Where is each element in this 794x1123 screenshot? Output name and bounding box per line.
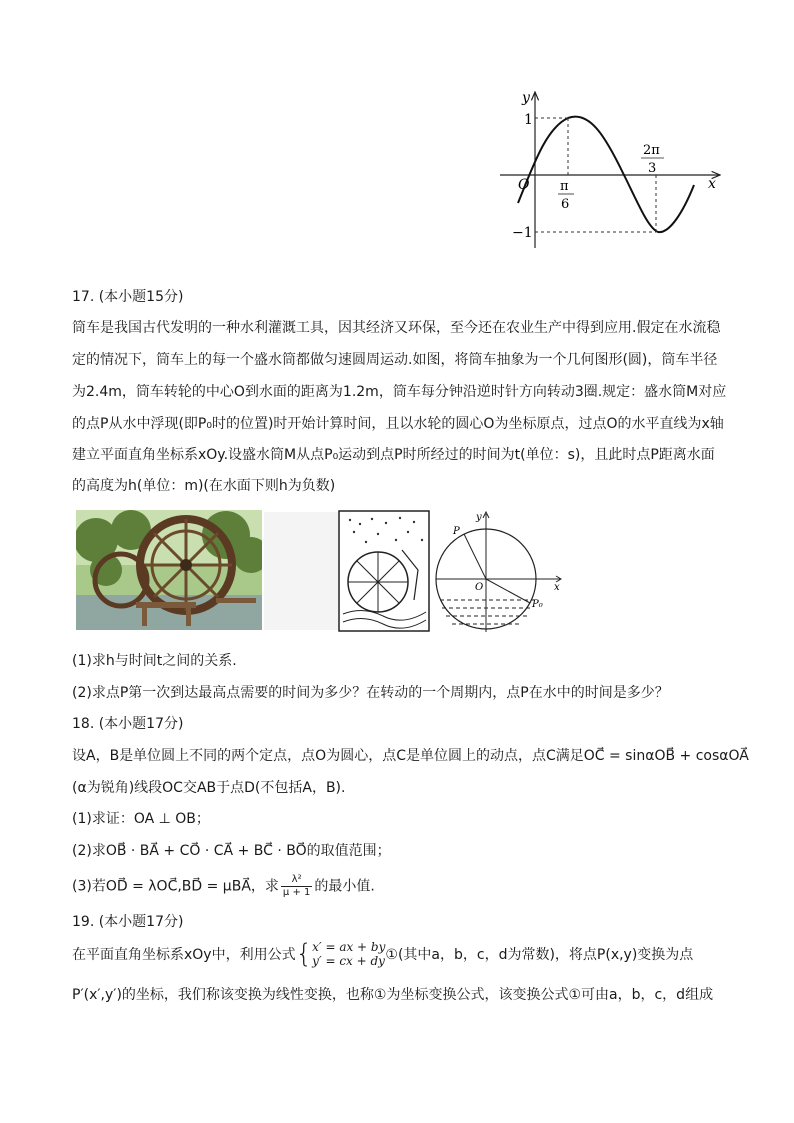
q18-sub-2: (2)求OB⃗ · BA⃗ + CO⃗ · CA⃗ + BC⃗ · BO⃗的取值范围； xyxy=(72,843,391,859)
q17-line-4: 的点P从水中浮现(即P₀时的位置)时开始计算时间，且以水轮的圆心O为坐标原点，过点O的水平直线为x轴 xyxy=(72,416,724,432)
y-axis-label: y xyxy=(522,90,530,106)
photo-gap xyxy=(264,512,338,630)
q19-eq-1: x′ = ax + by xyxy=(312,940,386,954)
q19-line-2: P′(x′,y′)的坐标，我们称该变换为线性变换，也称①为坐标变换公式，该变换公式①可由a，b，c，d组成 xyxy=(72,987,714,1003)
q18-sub-3-a: (3)若OD⃗ = λOC⃗,BD⃗ = μBA⃗，求 xyxy=(72,878,279,895)
q19-equation-system xyxy=(312,940,385,968)
sine-curve xyxy=(518,117,694,232)
origin-label: O xyxy=(518,177,530,193)
q18-fraction xyxy=(281,874,312,899)
q19-heading: 19. (本小题17分) xyxy=(72,914,184,930)
sine-graph xyxy=(498,88,728,258)
circle-p-label: P xyxy=(453,526,460,537)
q17-sub-2: (2)求点P第一次到达最高点需要的时间为多少？在转动的一个周期内，点P在水中的时间是多少？ xyxy=(72,685,669,701)
circle-p0-label: P₀ xyxy=(532,599,543,610)
q18-line-2: (α为锐角)线段OC交AB于点D(不包括A，B). xyxy=(72,780,346,796)
y-bottom-label: −1 xyxy=(512,225,533,241)
circle-y-label: y xyxy=(476,512,482,523)
tick-pi6-num: π xyxy=(560,179,569,194)
tick-pi6-den: 6 xyxy=(561,197,570,212)
circle-o-label: O xyxy=(475,582,484,593)
x-axis-label: x xyxy=(708,176,716,192)
q18-heading: 18. (本小题17分) xyxy=(72,716,184,732)
waterwheel-sketch xyxy=(338,510,430,632)
circle-x-label: x xyxy=(554,582,560,593)
q19-brace: { xyxy=(295,939,313,969)
q17-line-1: 筒车是我国古代发明的一种水利灌溉工具，因其经济又环保，至今还在农业生产中得到应用.假定在水流稳 xyxy=(72,320,721,336)
q17-sub-1: (1)求h与时间t之间的关系. xyxy=(72,653,237,669)
q19-line-1-a: 在平面直角坐标系xOy中，利用公式 xyxy=(72,947,296,963)
q17-figure-row xyxy=(76,510,560,634)
q17-line-2: 定的情况下，筒车上的每一个盛水筒都做匀速圆周运动.如图，将筒车抽象为一个几何图形(圆)，筒车半径 xyxy=(72,352,718,368)
q18-sub-3 xyxy=(72,874,732,899)
q18-fraction-den: μ + 1 xyxy=(282,887,311,898)
q17-line-6: 的高度为h(单位：m)(在水面下则h为负数) xyxy=(72,478,336,494)
q18-line-1: 设A，B是单位圆上不同的两个定点，点O为圆心，点C是单位圆上的动点，点C满足OC⃗ = sinαOB⃗ + cosαOA⃗ xyxy=(72,748,749,764)
tick-2pi3-num: 2π xyxy=(643,143,660,158)
waterwheel-photo xyxy=(76,510,262,630)
y-top-label: 1 xyxy=(524,112,533,128)
q17-heading: 17. (本小题15分) xyxy=(72,289,184,305)
q19-line-1-b: ①(其中a，b，c，d为常数)，将点P(x,y)变换为点 xyxy=(385,947,694,963)
q19-eq-2: y′ = cx + dy xyxy=(312,954,385,968)
q17-line-3: 为2.4m，筒车转轮的中心O到水面的距离为1.2m，筒车每分钟沿逆时针方向转动3圈.规定：盛水筒M对应 xyxy=(72,384,727,400)
q17-line-5: 建立平面直角坐标系xOy.设盛水筒M从点P₀运动到点P时所经过的时间为t(单位：s)，且此时点P距离水面 xyxy=(72,447,715,463)
q18-sub-1: (1)求证：OA ⊥ OB； xyxy=(72,811,210,827)
q19-line-1 xyxy=(72,940,732,968)
circle-diagram xyxy=(434,508,566,636)
tick-2pi3-den: 3 xyxy=(648,161,657,176)
q18-fraction-num: λ² xyxy=(281,874,312,887)
q18-sub-3-b: 的最小值. xyxy=(314,878,375,895)
